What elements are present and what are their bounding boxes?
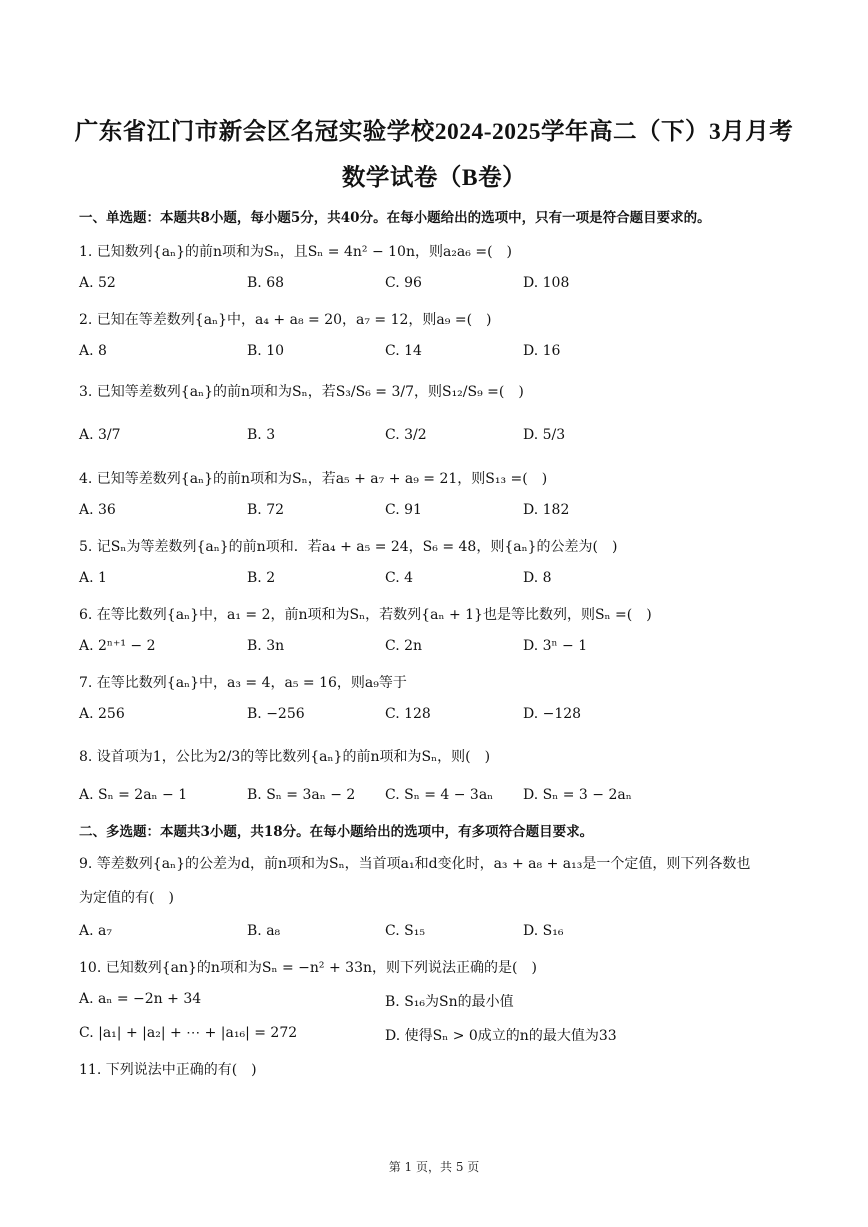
section-heading-single-choice: 一、单选题：本题共8小题，每小题5分，共40分。在每小题给出的选项中，只有一项是符合题目要求的。 — [79, 210, 711, 226]
q9-option-b: B. a₈ — [247, 923, 281, 939]
question-6: 6. 在等比数列{aₙ}中，a₁ = 2，前n项和为Sₙ，若数列{aₙ + 1}也是等比数列，则Sₙ =( ) — [79, 607, 652, 623]
q1-option-b: B. 68 — [247, 275, 285, 291]
q2-option-c: C. 14 — [385, 343, 422, 359]
q3-option-a: A. 3/7 — [79, 427, 121, 443]
question-1: 1. 已知数列{aₙ}的前n项和为Sₙ，且Sₙ = 4n² − 10n，则a₂a₆ =( ) — [79, 244, 512, 260]
question-9-continued: 为定值的有( ) — [79, 890, 174, 906]
q8-option-b: B. Sₙ = 3aₙ − 2 — [247, 787, 356, 803]
q9-option-c: C. S₁₅ — [385, 923, 425, 939]
q9-option-a: A. a₇ — [79, 923, 112, 939]
section-heading-multi-choice: 二、多选题：本题共3小题，共18分。在每小题给出的选项中，有多项符合题目要求。 — [79, 824, 594, 840]
q6-option-a: A. 2ⁿ⁺¹ − 2 — [79, 638, 156, 654]
q1-option-a: A. 52 — [79, 275, 116, 291]
q6-option-b: B. 3n — [247, 638, 285, 654]
q4-option-c: C. 91 — [385, 502, 422, 518]
q4-option-d: D. 182 — [523, 502, 570, 518]
q10-option-d: D. 使得Sₙ > 0成立的n的最大值为33 — [385, 1028, 617, 1044]
q7-option-b: B. −256 — [247, 706, 305, 722]
q9-option-d: D. S₁₆ — [523, 923, 564, 939]
q1-option-d: D. 108 — [523, 275, 570, 291]
q2-option-d: D. 16 — [523, 343, 561, 359]
question-11: 11. 下列说法中正确的有( ) — [79, 1062, 257, 1078]
q4-option-b: B. 72 — [247, 502, 285, 518]
question-3: 3. 已知等差数列{aₙ}的前n项和为Sₙ，若S₃/S₆ = 3/7，则S₁₂/S₉ =( ) — [79, 384, 524, 400]
q5-option-d: D. 8 — [523, 570, 552, 586]
q10-option-b: B. S₁₆为Sn的最小值 — [385, 994, 514, 1010]
q2-option-a: A. 8 — [79, 343, 107, 359]
q5-option-c: C. 4 — [385, 570, 414, 586]
q8-option-d: D. Sₙ = 3 − 2aₙ — [523, 787, 632, 803]
q3-option-b: B. 3 — [247, 427, 276, 443]
q1-option-c: C. 96 — [385, 275, 422, 291]
q5-option-a: A. 1 — [79, 570, 107, 586]
q6-option-c: C. 2n — [385, 638, 423, 654]
page-title-line1: 广东省江门市新会区名冠实验学校2024-2025学年高二（下）3月月考 — [74, 119, 794, 145]
page-footer: 第 1 页，共 5 页 — [388, 1160, 480, 1174]
question-8: 8. 设首项为1，公比为2/3的等比数列{aₙ}的前n项和为Sₙ，则( ) — [79, 749, 491, 765]
q8-option-c: C. Sₙ = 4 − 3aₙ — [385, 787, 494, 803]
q3-option-c: C. 3/2 — [385, 427, 427, 443]
question-7: 7. 在等比数列{aₙ}中，a₃ = 4，a₅ = 16，则a₉等于 — [79, 675, 407, 691]
q7-option-d: D. −128 — [523, 706, 582, 722]
question-10: 10. 已知数列{an}的n项和为Sₙ = −n² + 33n，则下列说法正确的是( ) — [79, 960, 537, 976]
q7-option-a: A. 256 — [79, 706, 125, 722]
question-9: 9. 等差数列{aₙ}的公差为d，前n项和为Sₙ，当首项a₁和d变化时，a₃ + a₈ + a₁₃是一个定值，则下列各数也 — [79, 856, 751, 872]
q4-option-a: A. 36 — [79, 502, 116, 518]
q5-option-b: B. 2 — [247, 570, 276, 586]
q10-option-a: A. aₙ = −2n + 34 — [79, 991, 202, 1007]
page-title-line2: 数学试卷（B卷） — [341, 165, 527, 191]
q10-option-c: C. |a₁| + |a₂| + ⋯ + |a₁₆| = 272 — [79, 1025, 298, 1041]
question-4: 4. 已知等差数列{aₙ}的前n项和为Sₙ，若a₅ + a₇ + a₉ = 21，则S₁₃ =( ) — [79, 471, 548, 487]
question-5: 5. 记Sₙ为等差数列{aₙ}的前n项和．若a₄ + a₅ = 24，S₆ = 48，则{aₙ}的公差为( ) — [79, 539, 618, 555]
q8-option-a: A. Sₙ = 2aₙ − 1 — [79, 787, 188, 803]
question-2: 2. 已知在等差数列{aₙ}中，a₄ + a₈ = 20，a₇ = 12，则a₉ =( ) — [79, 312, 492, 328]
q2-option-b: B. 10 — [247, 343, 285, 359]
q7-option-c: C. 128 — [385, 706, 431, 722]
q6-option-d: D. 3ⁿ − 1 — [523, 638, 588, 654]
q3-option-d: D. 5/3 — [523, 427, 566, 443]
